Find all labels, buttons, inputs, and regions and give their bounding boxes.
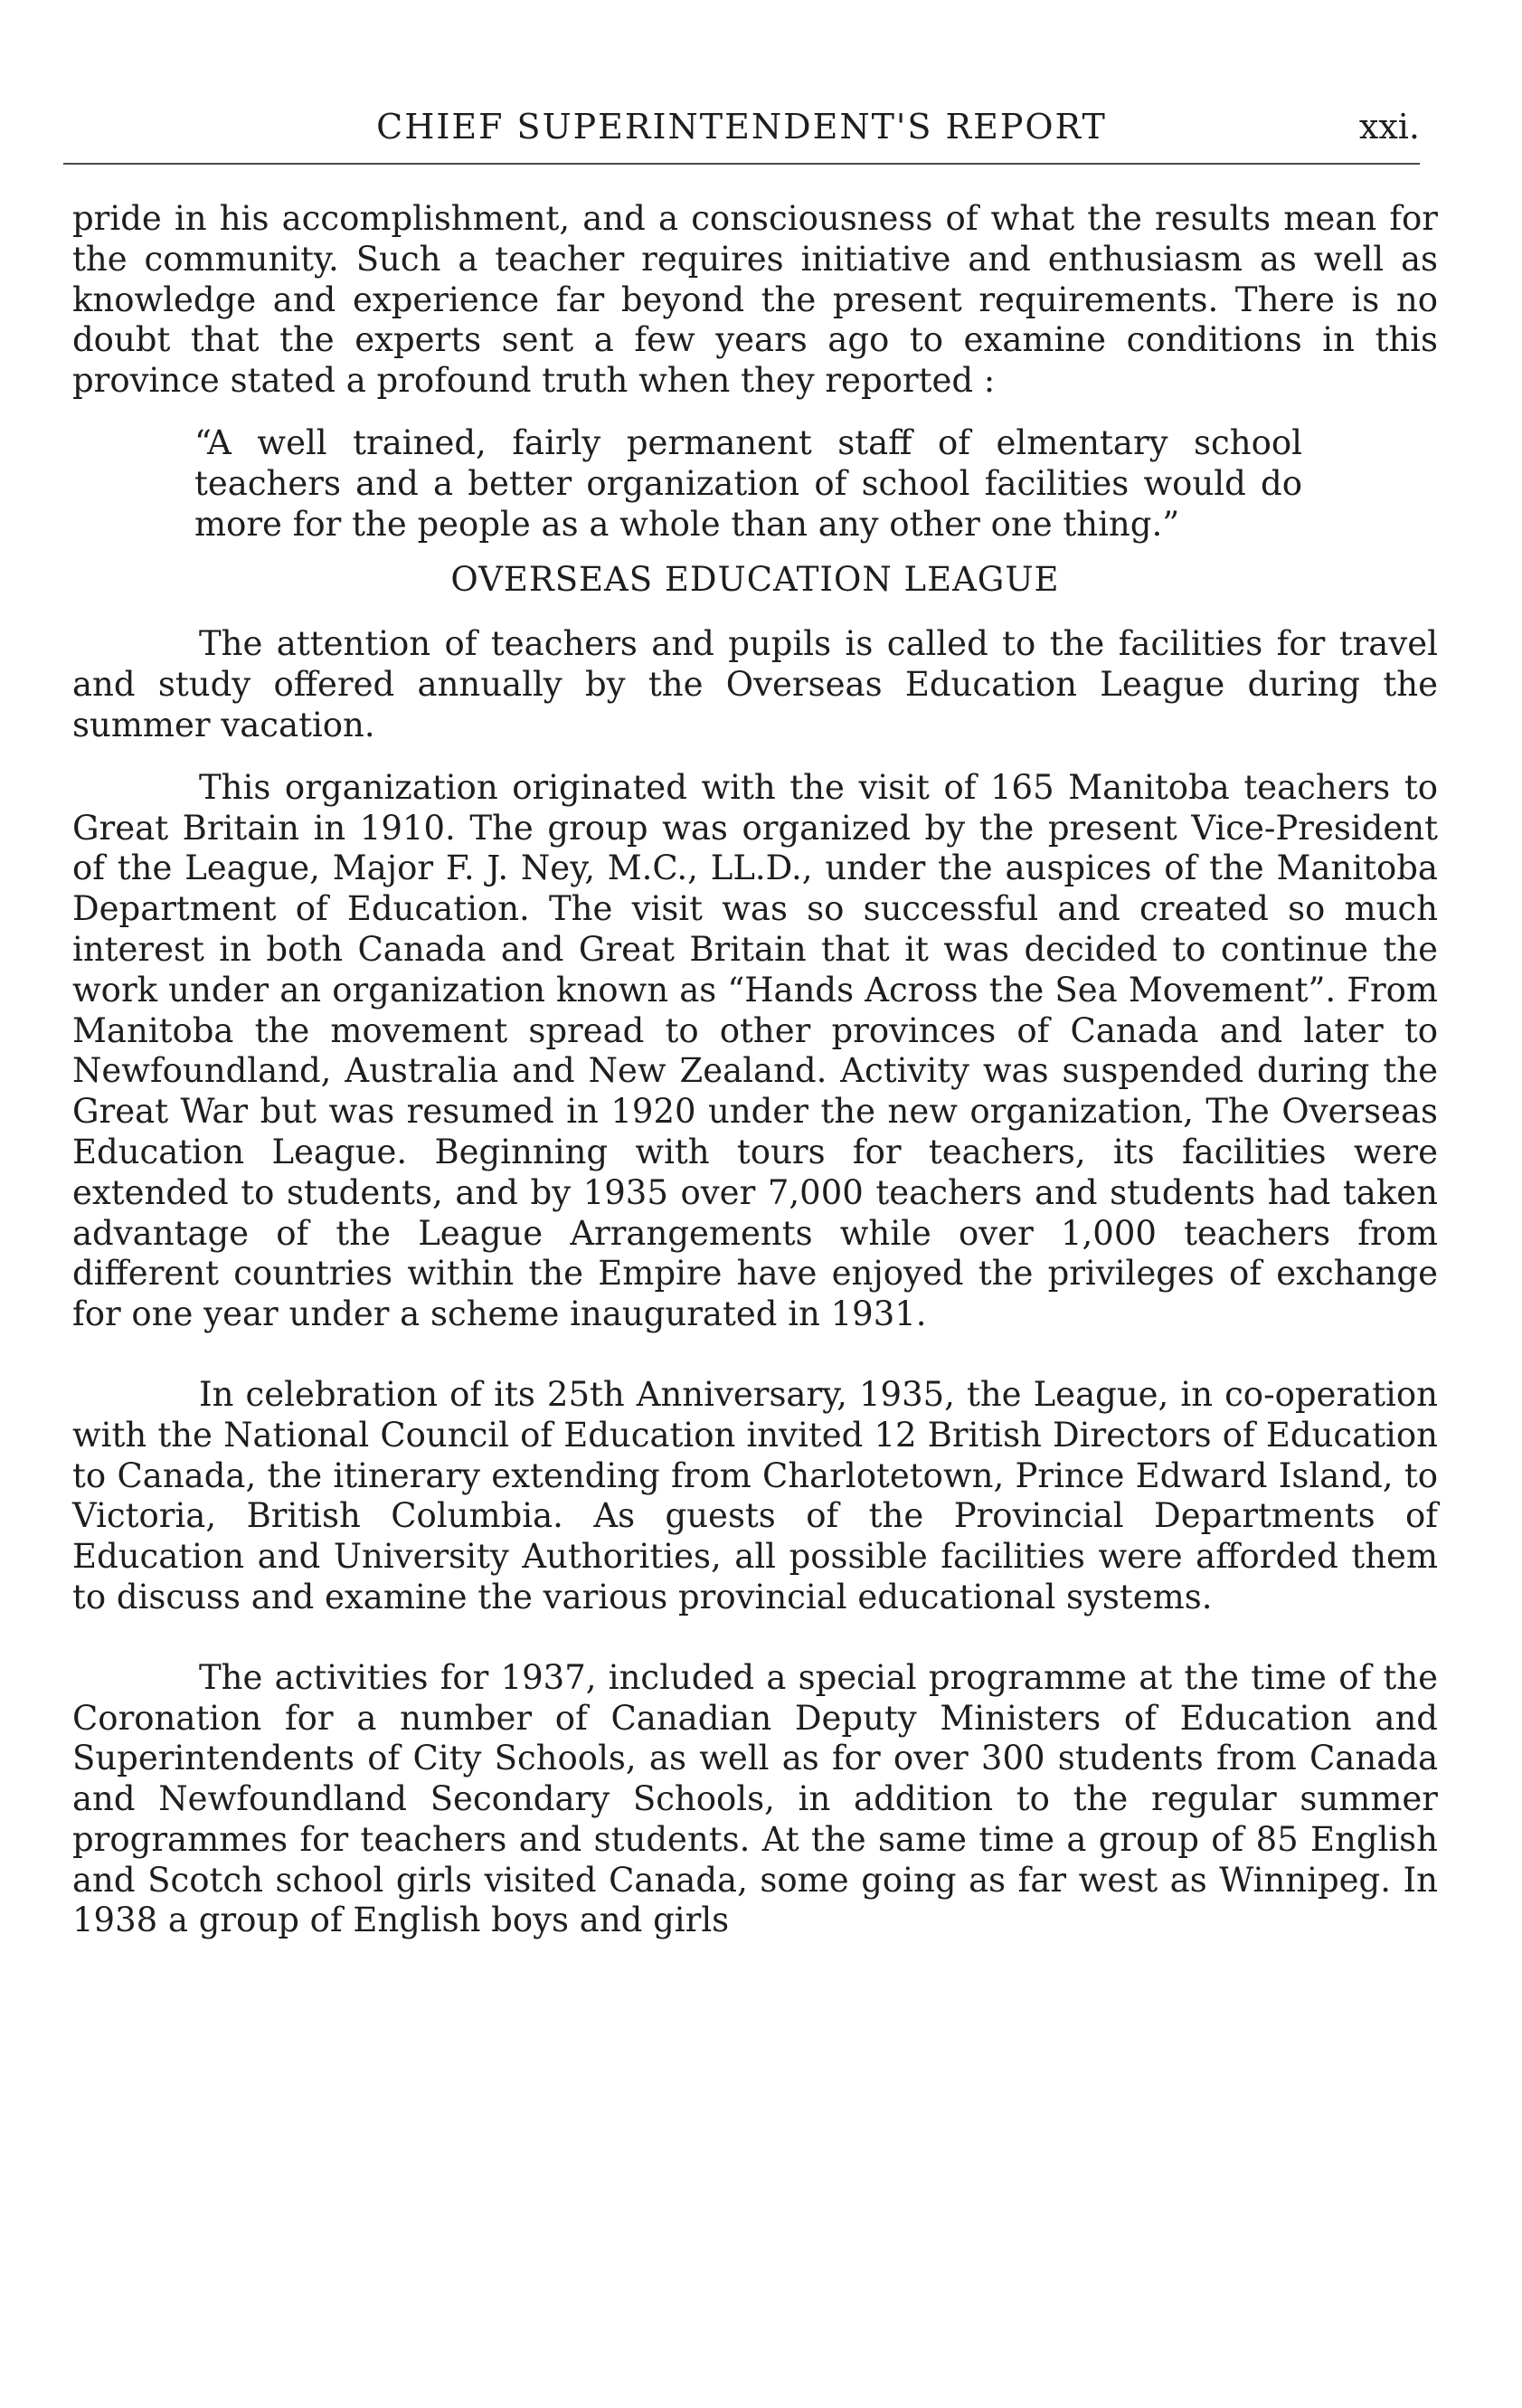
page-header	[63, 101, 1420, 156]
paragraph: The activities for 1937, included a special programme at the time of the Coronation for a number of Canadian Deputy Ministers of Education and Superintendents of City Schools, as well as for over 300 students from Canada and Newfoundland Secondary Schools, in addition to the regular summer programmes for teachers and students. At the same time a group of 85 English and Scotch school girls visited Canada, some going as far west as Winnipeg. In 1938 a group of English boys and girls	[72, 1657, 1438, 1940]
body-text	[72, 199, 1438, 1941]
paragraph: In celebration of its 25th Anniversary, 1935, the League, in co-operation with the National Council of Education invited 12 British Directors of Education to Canada, the itinerary extending from Charlotetown, Prince Edward Island, to Victoria, British Columbia. As guests of the Provincial Departments of Education and University Authorities, all possible facilities were afforded them to discuss and examine the various provincial educational systems.	[72, 1374, 1438, 1616]
section-heading: OVERSEAS EDUCATION LEAGUE	[450, 560, 1060, 600]
running-head: CHIEF SUPERINTENDENT'S REPORT	[376, 107, 1107, 147]
header-rule	[63, 163, 1420, 165]
paragraph: This organization originated with the visit of 165 Manitoba teachers to Great Britain in 1910. The group was organized by the present Vice-President of the League, Major F. J. Ney, M.C., LL.D., under the auspices of the Manitoba Department of Education. The visit was so successful and created so much interest in both Canada and Great Britain that it was decided to continue the work under an organization known as “Hands Across the Sea Movement”. From Manitoba the movement spread to other provinces of Canada and later to Newfoundland, Australia and New Zealand. Activity was suspended during the Great War but was resumed in 1920 under the new organization, The Overseas Education League. Beginning with tours for teachers, its facilities were extended to students, and by 1935 over 7,000 teachers and students had taken advantage of the League Arrangements while over 1,000 teachers from different countries within the Empire have enjoyed the privileges of exchange for one year under a scheme inaugurated in 1931.	[72, 767, 1438, 1334]
paragraph-continuation: pride in his accomplishment, and a consciousness of what the results mean for the community. Such a teacher requires initiative and enthusiasm as well as knowledge and experience far beyond the present requirements. There is no doubt that the experts sent a few years ago to examine conditions in this province stated a profound truth when they reported :	[72, 199, 1438, 401]
page-number: xxi.	[1358, 107, 1420, 147]
block-quote: “A well trained, fairly permanent staff of elmentary school teachers and a better organization of school facilities would do more for the people as a whole than any other one thing.”	[194, 422, 1302, 544]
paragraph: The attention of teachers and pupils is called to the facilities for travel and study offered annually by the Overseas Education League during the summer vacation.	[72, 624, 1438, 744]
